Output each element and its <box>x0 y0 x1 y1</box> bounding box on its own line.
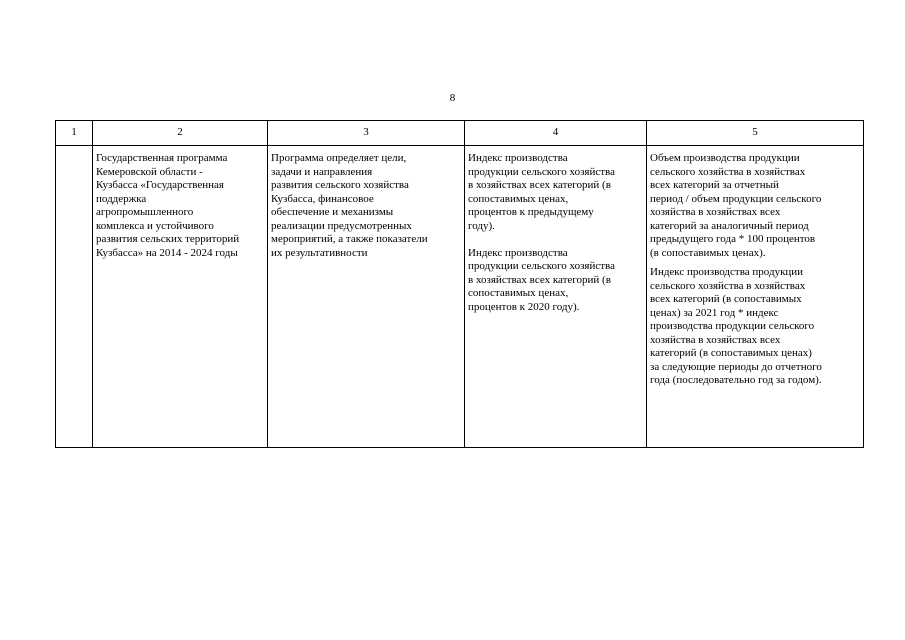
indicator-2-text: Индекс производства продукции сельского хозяйства в хозяйствах всех категорий (в сопоставимых ценах, процентов к 2020 году). <box>468 246 615 313</box>
cell-program-description <box>268 146 465 448</box>
page-number: 8 <box>449 92 456 104</box>
cell-indicators <box>465 146 647 448</box>
header-col-5: 5 <box>647 121 864 146</box>
indicator-1-text: Индекс производства продукции сельского хозяйства в хозяйствах всех категорий (в сопоставимых ценах, процентов к предыдущему году). <box>468 152 615 232</box>
cell-program-name <box>93 146 268 448</box>
methodology-2-text: Индекс производства продукции сельского хозяйства в хозяйствах всех категорий (в сопоставимых ценах) за 2021 год * индекс производства продукции сельского хозяйства в хозяйствах всех категорий (в сопоставимых ценах) за следующие периоды до отчетного года (последовательно год за годом). <box>650 266 822 386</box>
header-col-2: 2 <box>93 121 268 146</box>
methodology-1-text: Объем производства продукции сельского хозяйства в хозяйствах всех категорий за отчетный период / объем продукции сельского хозяйства в хозяйствах всех категорий за аналогичный период предыдущего года * 100 процентов (в сопоставимых ценах). <box>650 152 822 259</box>
program-description-text: Программа определяет цели, задачи и направления развития сельского хозяйства Кузбасса, финансовое обеспечение и механизмы реализации предусмотренных мероприятий, а также показатели их результативности <box>271 152 428 259</box>
table-row <box>56 146 864 448</box>
program-name-text: Государственная программа Кемеровской области - Кузбасса «Государственная поддержка агропромышленного комплекса и устойчивого развития сельских территорий Кузбасса» на 2014 - 2024 годы <box>96 152 240 259</box>
header-col-4: 4 <box>465 121 647 146</box>
cell-methodology <box>647 146 864 448</box>
header-col-3: 3 <box>268 121 465 146</box>
indicator-table <box>55 120 864 448</box>
cell-col-1 <box>56 146 93 448</box>
header-row <box>56 121 864 146</box>
header-col-1: 1 <box>56 121 93 146</box>
